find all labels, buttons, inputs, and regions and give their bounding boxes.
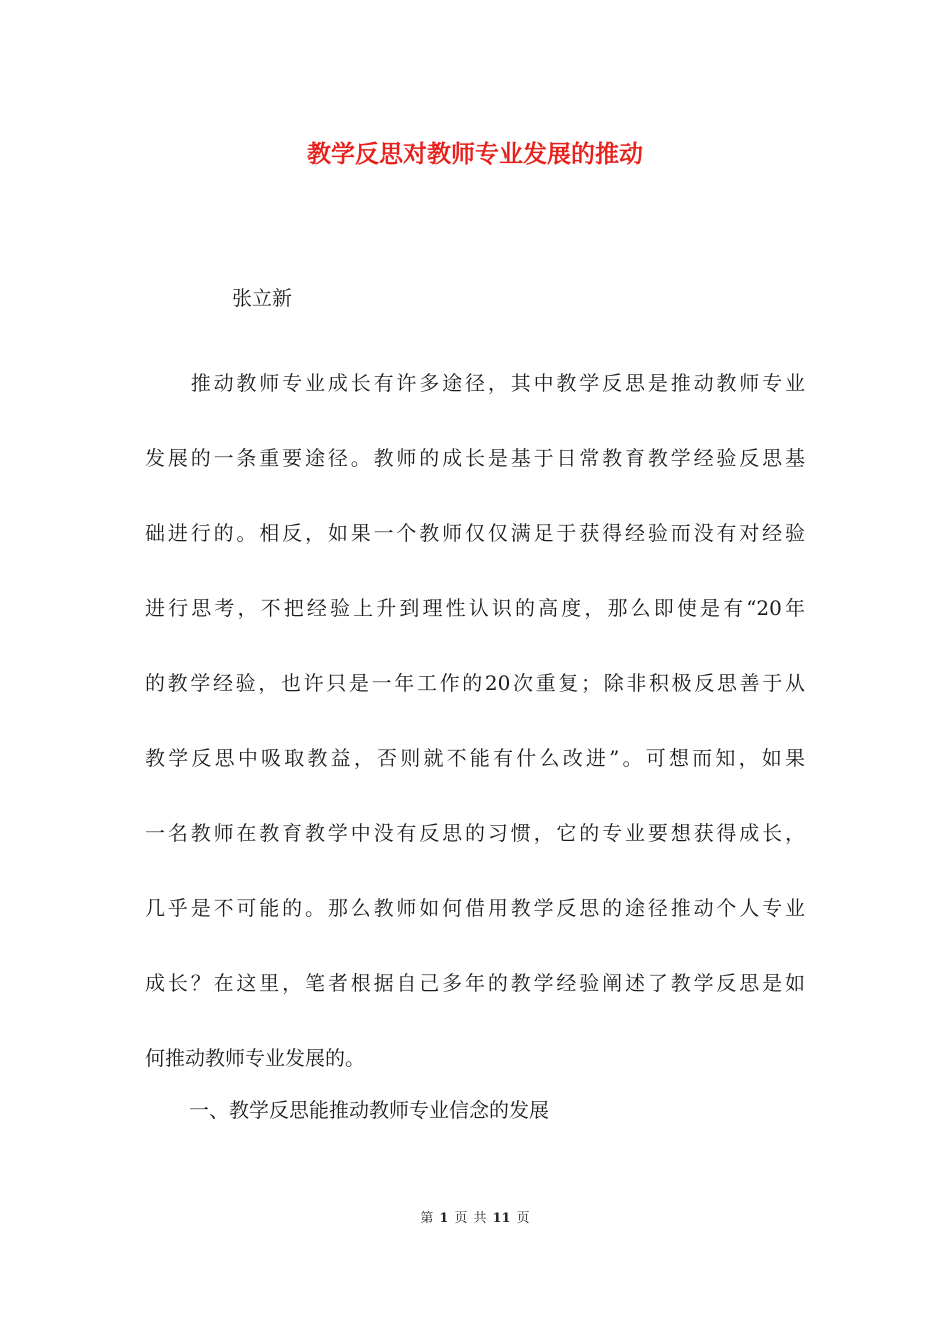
paragraph-line: 教学反思中吸取教益，否则就不能有什么改进”。可想而知，如果 [145, 746, 805, 770]
section-heading: 一、教学反思能推动教师专业信念的发展 [189, 1098, 549, 1122]
paragraph-line: 成长？在这里，笔者根据自己多年的教学经验阐述了教学反思是如 [145, 971, 805, 995]
footer-page-unit: 页 [454, 1211, 468, 1226]
page-footer [0, 1207, 950, 1226]
paragraph-line: 推动教师专业成长有许多途径，其中教学反思是推动教师专业 [145, 371, 805, 395]
paragraph-line: 的教学经验，也许只是一年工作的20次重复；除非积极反思善于从 [145, 671, 805, 695]
paragraph-line: 一名教师在教育教学中没有反思的习惯，它的专业要想获得成长， [145, 821, 805, 845]
paragraph-line: 几乎是不可能的。那么教师如何借用教学反思的途径推动个人专业 [145, 896, 805, 920]
document-title: 教学反思对教师专业发展的推动 [307, 139, 643, 168]
paragraph-line: 进行思考，不把经验上升到理性认识的高度，那么即使是有“20年 [145, 596, 805, 620]
paragraph-line: 发展的一条重要途径。教师的成长是基于日常教育教学经验反思基 [145, 446, 805, 470]
author-name: 张立新 [232, 286, 292, 310]
footer-total-prefix: 共 [473, 1211, 487, 1226]
paragraph-line: 础进行的。相反，如果一个教师仅仅满足于获得经验而没有对经验 [145, 521, 805, 545]
footer-total-unit: 页 [516, 1211, 530, 1226]
footer-prefix: 第 [420, 1211, 434, 1226]
body-paragraph [145, 346, 805, 1096]
footer-total-pages: 11 [492, 1211, 511, 1226]
paragraph-line: 何推动教师专业发展的。 [145, 1046, 365, 1070]
footer-page-number: 1 [439, 1211, 449, 1226]
